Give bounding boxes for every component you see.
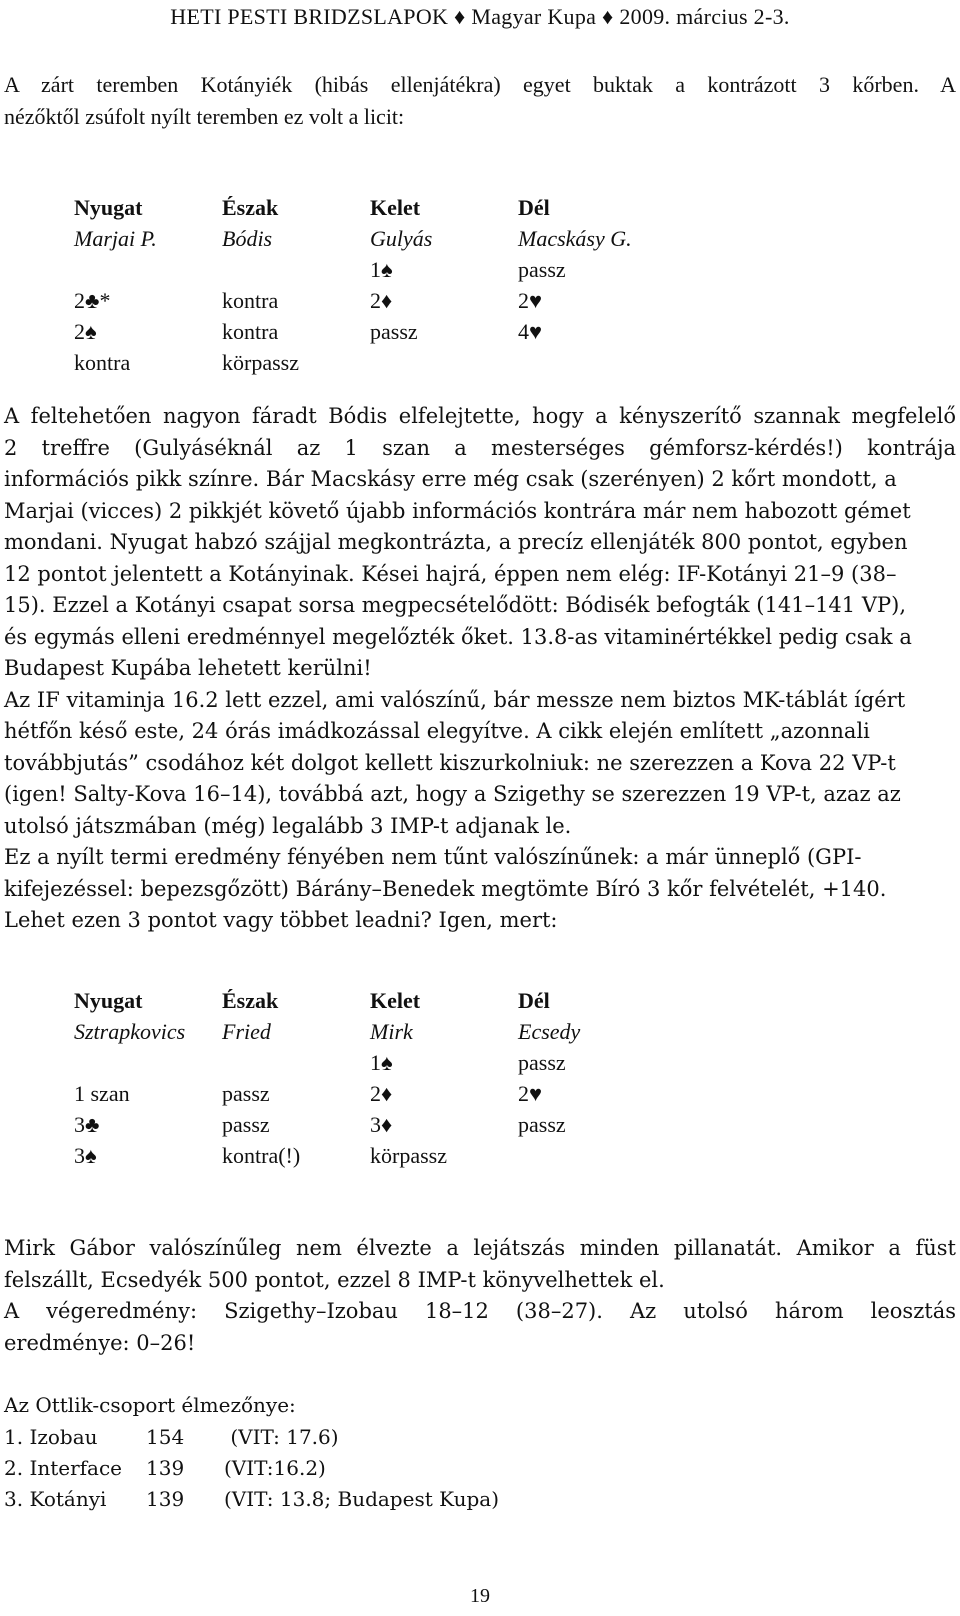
bid: körpassz xyxy=(370,1142,447,1168)
bid: 3♠ xyxy=(74,1142,97,1168)
text-line: nézőktől zsúfolt nyílt teremben ez volt a licit: xyxy=(4,104,405,129)
standings-row xyxy=(4,1483,499,1514)
bid: 2♣* xyxy=(74,287,111,313)
bid xyxy=(518,347,718,378)
seat-south: Dél xyxy=(518,987,550,1013)
team-name: 3. Kotányi xyxy=(4,1486,107,1511)
seat-east: Kelet xyxy=(370,194,421,220)
auction-header-row xyxy=(74,985,718,1016)
bid: kontra xyxy=(222,318,279,344)
text-line: 15). Ezzel a Kotányi csapat sorsa megpecsételődött: Bódisék befogták (141–141 VP), xyxy=(4,593,906,617)
text-line: mondani. Nyugat habzó szájjal megkontrázta, a precíz ellenjáték 800 pontot, egyben xyxy=(4,530,908,554)
auction-row xyxy=(74,1140,718,1171)
bid: 1 szan xyxy=(74,1080,130,1106)
bid: körpassz xyxy=(222,349,299,375)
team-note: (VIT:16.2) xyxy=(224,1455,326,1480)
player-south: Ecsedy xyxy=(518,1018,581,1044)
player-north: Bódis xyxy=(222,225,273,251)
team-note: (VIT: 17.6) xyxy=(224,1424,339,1449)
bid: 1♠ xyxy=(370,256,393,282)
auction-row xyxy=(74,316,718,347)
player-east: Gulyás xyxy=(370,225,433,251)
bid: 2♦ xyxy=(370,1080,393,1106)
bid xyxy=(518,1140,718,1171)
bid: 1♠ xyxy=(370,1049,393,1075)
standings-row xyxy=(4,1452,499,1483)
bid: 2♥ xyxy=(518,1080,543,1106)
auction-table-1 xyxy=(74,192,718,378)
bid: passz xyxy=(370,318,418,344)
text-line: 12 pontot jelentett a Kotányinak. Kései hajrá, éppen nem elég: IF-Kotányi 21–9 (38– xyxy=(4,561,897,586)
intro-paragraph xyxy=(4,69,956,133)
bid: passz xyxy=(222,1080,270,1106)
body-paragraph-2 xyxy=(4,1233,956,1359)
auction-row xyxy=(74,347,718,378)
seat-east: Kelet xyxy=(370,987,421,1013)
player-north: Fried xyxy=(222,1018,271,1044)
seat-north: Észak xyxy=(222,194,279,220)
team-name: 2. Interface xyxy=(4,1455,123,1480)
player-east: Mirk xyxy=(370,1018,413,1044)
text-line: (igen! Salty-Kova 16–14), továbbá azt, hogy a Szigethy se szerezzen 19 VP-t, azaz az xyxy=(4,782,901,806)
bid: 2♦ xyxy=(370,287,393,313)
text-line: Lehet ezen 3 pontot vagy többet leadni? Igen, mert: xyxy=(4,908,558,932)
seat-west: Nyugat xyxy=(74,194,143,220)
text-line: Budapest Kupába lehetett kerülni! xyxy=(4,656,372,680)
text-line: felszállt, Ecsedyék 500 pontot, ezzel 8 IMP-t könyvelhettek el. xyxy=(4,1267,665,1292)
page-header: HETI PESTI BRIDZSLAPOK ♦ Magyar Kupa ♦ 2009. március 2-3. xyxy=(170,4,790,29)
text-line: információs pikk színre. Bár Macskásy erre még csak (szerényen) 2 kőrt mondott, a xyxy=(4,467,897,491)
page-number: 19 xyxy=(470,1585,490,1607)
bid: passz xyxy=(518,1111,566,1137)
player-south: Macskásy G. xyxy=(518,225,632,251)
auction-header-row xyxy=(74,192,718,223)
standings-table xyxy=(4,1421,499,1514)
text-line: Marjai (vicces) 2 pikkjét követő újabb információs kontrára már nem habozott gémet xyxy=(4,498,911,523)
text-line: kifejezéssel: bepezsgőzött) Bárány–Benedek megtömte Bíró 3 kőr felvételét, +140. xyxy=(4,876,887,901)
auction-players-row xyxy=(74,1016,718,1047)
text-line: továbbjutás” csodához két dolgot kellett kiszurkolniuk: ne szerezzen a Kova 22 VP-t xyxy=(4,750,896,775)
seat-west: Nyugat xyxy=(74,987,143,1013)
bid: 3♦ xyxy=(370,1111,393,1137)
text-line: 2 treffre (Gulyáséknál az 1 szan a mesterséges gémforsz-kérdés!) kontrája xyxy=(4,435,956,460)
player-west: Marjai P. xyxy=(74,225,157,251)
team-points: 139 xyxy=(146,1455,185,1480)
player-west: Sztrapkovics xyxy=(74,1018,186,1044)
bid: kontra xyxy=(74,349,131,375)
team-note: (VIT: 13.8; Budapest Kupa) xyxy=(224,1486,500,1511)
bid: kontra xyxy=(222,287,279,313)
auction-row xyxy=(74,1109,718,1140)
standings-row xyxy=(4,1421,499,1452)
bid: passz xyxy=(222,1111,270,1137)
bid: kontra(!) xyxy=(222,1142,301,1168)
text-line: és egymás elleni eredménnyel megelőzték őket. 13.8-as vitaminértékkel pedig csak a xyxy=(4,624,912,649)
auction-row xyxy=(74,285,718,316)
text-line: hétfőn késő este, 24 órás imádkozással elegyítve. A cikk elején említett „azonnali xyxy=(4,719,870,743)
bid: 2♥ xyxy=(518,287,543,313)
bid xyxy=(222,254,370,285)
seat-north: Észak xyxy=(222,987,279,1013)
seat-south: Dél xyxy=(518,194,550,220)
text-line: Az IF vitaminja 16.2 lett ezzel, ami valószínű, bár messze nem biztos MK-táblát ígért xyxy=(4,687,906,712)
team-name: 1. Izobau xyxy=(4,1424,98,1449)
team-points: 139 xyxy=(146,1486,185,1511)
text-line: eredménye: 0–26! xyxy=(4,1330,196,1355)
text-line: A feltehetően nagyon fáradt Bódis elfelejtette, hogy a kényszerítő szannak megfelelő xyxy=(4,404,956,428)
text-line: A végeredmény: Szigethy–Izobau 18–12 (38–27). Az utolsó három leosztás xyxy=(4,1299,956,1323)
team-points: 154 xyxy=(146,1424,185,1449)
bid: passz xyxy=(518,256,566,282)
standings-title: Az Ottlik-csoport élmezőnye: xyxy=(4,1393,296,1417)
bid: 4♥ xyxy=(518,318,543,344)
auction-row xyxy=(74,1047,718,1078)
bid xyxy=(74,254,222,285)
bid: 2♠ xyxy=(74,318,97,344)
text-line: Mirk Gábor valószínűleg nem élvezte a lejátszás minden pillanatát. Amikor a füst xyxy=(4,1236,956,1260)
auction-row xyxy=(74,1078,718,1109)
bid: 3♣ xyxy=(74,1111,100,1137)
auction-players-row xyxy=(74,223,718,254)
bid xyxy=(74,1047,222,1078)
auction-row xyxy=(74,254,718,285)
text-line: A zárt teremben Kotányiék (hibás ellenjátékra) egyet buktak a kontrázott 3 kőrben. A xyxy=(4,72,956,97)
text-line: Ez a nyílt termi eredmény fényében nem tűnt valószínűnek: a már ünneplő (GPI- xyxy=(4,845,862,869)
auction-table-2 xyxy=(74,985,718,1171)
bid xyxy=(222,1047,370,1078)
body-paragraph-1 xyxy=(4,401,956,937)
text-line: utolsó játszmában (még) legalább 3 IMP-t adjanak le. xyxy=(4,813,572,838)
bid xyxy=(370,347,518,378)
bid: passz xyxy=(518,1049,566,1075)
